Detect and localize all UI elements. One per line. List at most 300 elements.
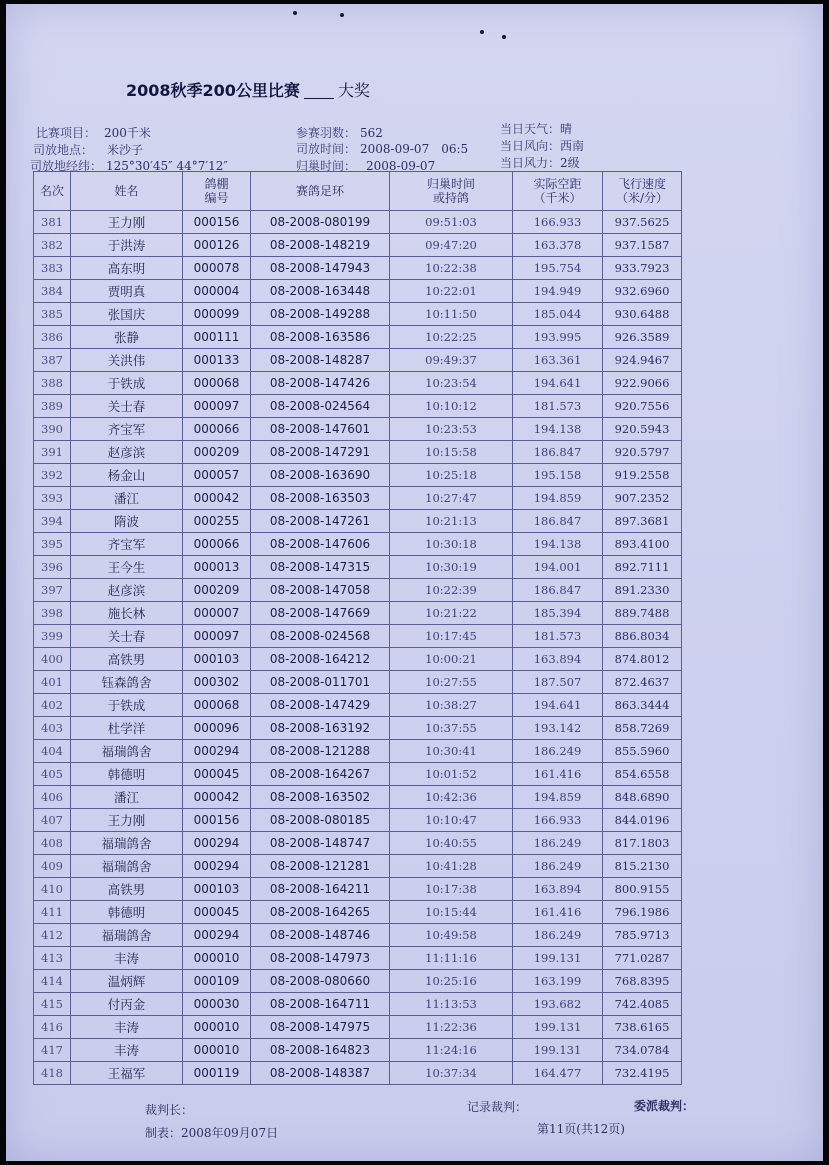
ring-cell: 08-2008-147058 (251, 579, 390, 602)
speed-cell: 932.6960 (603, 280, 682, 303)
name-cell: 隋波 (71, 510, 183, 533)
loft-cell: 000209 (183, 579, 251, 602)
name-cell: 韩德明 (71, 763, 183, 786)
distance-cell: 185.044 (513, 303, 603, 326)
name-cell: 福瑞鸽舍 (71, 855, 183, 878)
name-cell: 杨金山 (71, 464, 183, 487)
wind-direction-value: 西南 (560, 139, 585, 153)
distance-cell: 194.859 (513, 487, 603, 510)
distance-cell: 161.416 (513, 901, 603, 924)
ring-cell: 08-2008-080660 (251, 970, 390, 993)
loft-cell: 000010 (183, 1039, 251, 1062)
name-cell: 施长林 (71, 602, 183, 625)
speed-cell: 891.2330 (603, 579, 682, 602)
distance-cell: 194.641 (513, 694, 603, 717)
loft-cell: 000004 (183, 280, 251, 303)
weather-label: 当日天气： (500, 122, 561, 136)
ring-cell: 08-2008-148387 (251, 1062, 390, 1085)
release-value: 2008-09-07 06:5 (360, 142, 469, 156)
loft-cell: 000096 (183, 717, 251, 740)
name-cell: 钰森鸽舍 (71, 671, 183, 694)
rank-cell: 389 (34, 395, 71, 418)
name-cell: 杜学洋 (71, 717, 183, 740)
distance-cell: 194.859 (513, 786, 603, 809)
ring-cell: 08-2008-148747 (251, 832, 390, 855)
loft-cell: 000068 (183, 694, 251, 717)
distance-cell: 186.847 (513, 579, 603, 602)
loft-cell: 000013 (183, 556, 251, 579)
speed-cell: 920.5797 (603, 441, 682, 464)
table-row (34, 878, 682, 901)
loft-cell: 000255 (183, 510, 251, 533)
loft-cell: 000294 (183, 740, 251, 763)
wind-direction-label: 当日风向： (500, 139, 561, 153)
rank-cell: 410 (34, 878, 71, 901)
ring-cell: 08-2008-147291 (251, 441, 390, 464)
weather-value: 晴 (560, 122, 573, 136)
loft-cell: 000097 (183, 625, 251, 648)
rank-cell: 399 (34, 625, 71, 648)
name-cell: 福瑞鸽舍 (71, 924, 183, 947)
distance-cell: 199.131 (513, 1016, 603, 1039)
name-cell: 王力刚 (71, 809, 183, 832)
table-row (34, 602, 682, 625)
speed-cell: 907.2352 (603, 487, 682, 510)
ring-cell: 08-2008-164267 (251, 763, 390, 786)
distance-cell: 163.894 (513, 878, 603, 901)
speed-header-line1: 飞行速度 (617, 177, 666, 191)
speed-cell: 920.5943 (603, 418, 682, 441)
weather-info (500, 120, 572, 137)
time-cell: 10:37:34 (390, 1062, 513, 1085)
rank-cell: 394 (34, 510, 71, 533)
distance-cell: 186.847 (513, 441, 603, 464)
speed-cell: 768.8395 (603, 970, 682, 993)
time-cell: 09:47:20 (390, 234, 513, 257)
time-cell: 10:37:55 (390, 717, 513, 740)
distance-cell: 163.199 (513, 970, 603, 993)
time-cell: 10:27:55 (390, 671, 513, 694)
loft-cell: 000302 (183, 671, 251, 694)
rank-cell: 404 (34, 740, 71, 763)
name-cell: 关士春 (71, 625, 183, 648)
table-header (34, 172, 682, 211)
loft-cell: 000042 (183, 786, 251, 809)
loft-cell: 000042 (183, 487, 251, 510)
name-cell: 丰涛 (71, 1039, 183, 1062)
distance-cell: 186.249 (513, 924, 603, 947)
time-cell: 10:22:25 (390, 326, 513, 349)
rank-cell: 390 (34, 418, 71, 441)
time-cell: 10:23:53 (390, 418, 513, 441)
rank-cell: 384 (34, 280, 71, 303)
ring-cell: 08-2008-147315 (251, 556, 390, 579)
loft-cell: 000010 (183, 1016, 251, 1039)
rank-cell: 397 (34, 579, 71, 602)
table-row (34, 648, 682, 671)
table-row (34, 395, 682, 418)
table-row (34, 556, 682, 579)
chief-judge: 裁判长： (145, 1103, 194, 1117)
speed-cell: 817.1803 (603, 832, 682, 855)
time-header-line1: 归巢时间 (426, 177, 475, 191)
speed-cell: 933.7923 (603, 257, 682, 280)
table-row (34, 786, 682, 809)
name-cell: 福瑞鸽舍 (71, 740, 183, 763)
table-row (34, 234, 682, 257)
name-cell: 张国庆 (71, 303, 183, 326)
speed-cell: 937.1587 (603, 234, 682, 257)
distance-cell: 164.477 (513, 1062, 603, 1085)
loft-cell: 000030 (183, 993, 251, 1016)
rank-cell: 417 (34, 1039, 71, 1062)
distance-cell: 163.378 (513, 234, 603, 257)
loft-cell: 000133 (183, 349, 251, 372)
return-value: 2008-09-07 (366, 159, 436, 173)
name-cell: 高铁男 (71, 648, 183, 671)
rank-cell: 385 (34, 303, 71, 326)
time-cell: 11:22:36 (390, 1016, 513, 1039)
speed-cell: 858.7269 (603, 717, 682, 740)
distance-cell: 194.949 (513, 280, 603, 303)
ring-cell: 08-2008-164212 (251, 648, 390, 671)
distance-cell: 194.138 (513, 533, 603, 556)
time-cell: 10:21:22 (390, 602, 513, 625)
speed-cell: 922.9066 (603, 372, 682, 395)
ring-cell: 08-2008-011701 (251, 671, 390, 694)
paper-speck (340, 13, 344, 17)
speed-cell: 930.6488 (603, 303, 682, 326)
speed-cell: 926.3589 (603, 326, 682, 349)
name-cell: 关洪伟 (71, 349, 183, 372)
distance-header-line1: 实际空距 (533, 177, 582, 191)
rank-cell: 395 (34, 533, 71, 556)
loft-cell: 000078 (183, 257, 251, 280)
rank-cell: 400 (34, 648, 71, 671)
ring-cell: 08-2008-148287 (251, 349, 390, 372)
speed-cell: 937.5625 (603, 211, 682, 234)
distance-cell: 194.001 (513, 556, 603, 579)
rank-cell: 403 (34, 717, 71, 740)
coords-value: 125°30′45″ 44°7′12″ (106, 159, 228, 173)
name-header: 姓名 (71, 172, 183, 211)
time-cell: 10:15:44 (390, 901, 513, 924)
loft-cell: 000156 (183, 809, 251, 832)
ring-cell: 08-2008-121281 (251, 855, 390, 878)
distance-header (513, 172, 603, 211)
name-cell: 赵彦滨 (71, 441, 183, 464)
time-cell: 10:23:54 (390, 372, 513, 395)
rank-cell: 386 (34, 326, 71, 349)
event-value: 200千米 (104, 126, 151, 140)
time-cell: 10:17:38 (390, 878, 513, 901)
loft-cell: 000045 (183, 763, 251, 786)
name-cell: 贾明真 (71, 280, 183, 303)
table-row (34, 763, 682, 786)
speed-cell: 863.3444 (603, 694, 682, 717)
ring-cell: 08-2008-164211 (251, 878, 390, 901)
speed-cell: 872.4637 (603, 671, 682, 694)
time-header (390, 172, 513, 211)
time-cell: 10:25:16 (390, 970, 513, 993)
table-row (34, 625, 682, 648)
speed-cell: 893.4100 (603, 533, 682, 556)
time-cell: 11:13:53 (390, 993, 513, 1016)
rank-cell: 406 (34, 786, 71, 809)
time-cell: 11:24:16 (390, 1039, 513, 1062)
time-cell: 10:22:38 (390, 257, 513, 280)
table-row (34, 349, 682, 372)
ring-cell: 08-2008-147426 (251, 372, 390, 395)
time-cell: 10:25:18 (390, 464, 513, 487)
speed-cell: 855.5960 (603, 740, 682, 763)
speed-cell: 920.7556 (603, 395, 682, 418)
rank-cell: 393 (34, 487, 71, 510)
table-body (34, 211, 682, 1085)
time-cell: 10:40:55 (390, 832, 513, 855)
speed-cell: 742.4085 (603, 993, 682, 1016)
ring-cell: 08-2008-164711 (251, 993, 390, 1016)
ring-cell: 08-2008-149288 (251, 303, 390, 326)
distance-cell: 193.995 (513, 326, 603, 349)
loft-cell: 000119 (183, 1062, 251, 1085)
header-row (34, 172, 682, 211)
table-row (34, 533, 682, 556)
time-cell: 10:41:28 (390, 855, 513, 878)
table-row (34, 326, 682, 349)
loft-cell: 000103 (183, 648, 251, 671)
ring-cell: 08-2008-147606 (251, 533, 390, 556)
table-row (34, 303, 682, 326)
loft-header (183, 172, 251, 211)
table-row (34, 901, 682, 924)
loft-cell: 000007 (183, 602, 251, 625)
table-row (34, 1062, 682, 1085)
speed-header-line2: （米/分） (615, 191, 669, 205)
loft-cell: 000209 (183, 441, 251, 464)
time-cell: 10:27:47 (390, 487, 513, 510)
name-cell: 齐宝军 (71, 533, 183, 556)
entries-info (296, 124, 383, 141)
distance-cell: 166.933 (513, 809, 603, 832)
rank-cell: 402 (34, 694, 71, 717)
table-row (34, 809, 682, 832)
rank-header: 名次 (34, 172, 71, 211)
ring-cell: 08-2008-163586 (251, 326, 390, 349)
distance-cell: 199.131 (513, 1039, 603, 1062)
rank-cell: 418 (34, 1062, 71, 1085)
table-row (34, 924, 682, 947)
rank-cell: 405 (34, 763, 71, 786)
table-row (34, 832, 682, 855)
rank-cell: 411 (34, 901, 71, 924)
table-row (34, 1016, 682, 1039)
rank-cell: 408 (34, 832, 71, 855)
delegate-judge: 委派裁判： (634, 1099, 695, 1113)
ring-cell: 08-2008-163502 (251, 786, 390, 809)
site-label: 司放地点： (33, 143, 94, 157)
distance-cell: 193.142 (513, 717, 603, 740)
name-cell: 丰涛 (71, 1016, 183, 1039)
event-label: 比赛项目： (36, 126, 97, 140)
recorder-judge: 记录裁判： (467, 1100, 528, 1114)
time-cell: 10:22:01 (390, 280, 513, 303)
rank-cell: 398 (34, 602, 71, 625)
loft-cell: 000066 (183, 533, 251, 556)
distance-header-line2: （千米） (533, 191, 582, 205)
ring-cell: 08-2008-121288 (251, 740, 390, 763)
name-cell: 丰涛 (71, 947, 183, 970)
name-cell: 王福军 (71, 1062, 183, 1085)
table-row (34, 257, 682, 280)
rank-cell: 401 (34, 671, 71, 694)
time-cell: 09:51:03 (390, 211, 513, 234)
site-value: 米沙子 (107, 143, 144, 157)
release-info (296, 140, 468, 157)
name-cell: 福瑞鸽舍 (71, 832, 183, 855)
name-cell: 高铁男 (71, 878, 183, 901)
distance-cell: 186.847 (513, 510, 603, 533)
table-row (34, 671, 682, 694)
ring-cell: 08-2008-147669 (251, 602, 390, 625)
table-row (34, 970, 682, 993)
ring-cell: 08-2008-147261 (251, 510, 390, 533)
name-cell: 齐宝军 (71, 418, 183, 441)
loft-cell: 000109 (183, 970, 251, 993)
table-row (34, 280, 682, 303)
distance-cell: 186.249 (513, 740, 603, 763)
rank-cell: 412 (34, 924, 71, 947)
time-cell: 10:49:58 (390, 924, 513, 947)
name-cell: 潘江 (71, 487, 183, 510)
distance-cell: 181.573 (513, 395, 603, 418)
prize-name: 大奖 (337, 81, 370, 100)
table-row (34, 211, 682, 234)
name-cell: 于洪涛 (71, 234, 183, 257)
loft-cell: 000097 (183, 395, 251, 418)
time-cell: 10:10:12 (390, 395, 513, 418)
page-number: 第11页(共12页) (537, 1122, 625, 1136)
time-cell: 10:11:50 (390, 303, 513, 326)
rank-cell: 381 (34, 211, 71, 234)
ring-cell: 08-2008-147973 (251, 947, 390, 970)
rank-cell: 413 (34, 947, 71, 970)
table-row (34, 1039, 682, 1062)
time-cell: 10:30:18 (390, 533, 513, 556)
site-info (33, 141, 143, 158)
rank-cell: 409 (34, 855, 71, 878)
name-cell: 张静 (71, 326, 183, 349)
loft-cell: 000099 (183, 303, 251, 326)
loft-cell: 000156 (183, 211, 251, 234)
loft-cell: 000294 (183, 855, 251, 878)
distance-cell: 181.573 (513, 625, 603, 648)
distance-cell: 187.507 (513, 671, 603, 694)
time-cell: 10:10:47 (390, 809, 513, 832)
name-cell: 温炳辉 (71, 970, 183, 993)
name-cell: 于铁成 (71, 372, 183, 395)
made-date: 制表：2008年09月07日 (145, 1126, 279, 1140)
ring-cell: 08-2008-163690 (251, 464, 390, 487)
time-cell: 10:30:41 (390, 740, 513, 763)
name-cell: 高东明 (71, 257, 183, 280)
distance-cell: 161.416 (513, 763, 603, 786)
rank-cell: 415 (34, 993, 71, 1016)
name-cell: 关士春 (71, 395, 183, 418)
name-cell: 潘江 (71, 786, 183, 809)
coords-label: 司放地经纬： (30, 159, 103, 173)
time-cell: 10:38:27 (390, 694, 513, 717)
distance-cell: 163.361 (513, 349, 603, 372)
time-cell: 11:11:16 (390, 947, 513, 970)
speed-cell: 844.0196 (603, 809, 682, 832)
loft-header-line1: 鸽棚 (204, 177, 229, 191)
speed-cell: 771.0287 (603, 947, 682, 970)
ring-cell: 08-2008-163192 (251, 717, 390, 740)
event-info (36, 124, 151, 141)
entries-value: 562 (360, 126, 383, 140)
time-cell: 10:17:45 (390, 625, 513, 648)
rank-cell: 407 (34, 809, 71, 832)
distance-cell: 195.158 (513, 464, 603, 487)
distance-cell: 199.131 (513, 947, 603, 970)
title-underline (304, 98, 334, 99)
wind-force-info (500, 154, 580, 171)
loft-cell: 000126 (183, 234, 251, 257)
name-cell: 于铁成 (71, 694, 183, 717)
time-header-line2: 或持鸽 (432, 191, 469, 205)
table-row (34, 418, 682, 441)
loft-cell: 000066 (183, 418, 251, 441)
ring-cell: 08-2008-163448 (251, 280, 390, 303)
time-cell: 10:15:58 (390, 441, 513, 464)
results-table (33, 171, 682, 1085)
time-cell: 10:42:36 (390, 786, 513, 809)
rank-cell: 416 (34, 1016, 71, 1039)
speed-cell: 886.8034 (603, 625, 682, 648)
loft-header-line2: 编号 (204, 191, 229, 205)
page-title (126, 78, 370, 101)
ring-cell: 08-2008-148219 (251, 234, 390, 257)
speed-cell: 897.3681 (603, 510, 682, 533)
ring-cell: 08-2008-080199 (251, 211, 390, 234)
table-row (34, 372, 682, 395)
race-title: 2008秋季200公里比赛 (126, 81, 300, 100)
ring-cell: 08-2008-147601 (251, 418, 390, 441)
loft-cell: 000294 (183, 832, 251, 855)
time-cell: 10:01:52 (390, 763, 513, 786)
table-row (34, 717, 682, 740)
table-row (34, 487, 682, 510)
ring-cell: 08-2008-024568 (251, 625, 390, 648)
distance-cell: 195.754 (513, 257, 603, 280)
table-row (34, 855, 682, 878)
time-cell: 10:00:21 (390, 648, 513, 671)
table-row (34, 993, 682, 1016)
paper-speck (480, 30, 484, 34)
ring-cell: 08-2008-164265 (251, 901, 390, 924)
rank-cell: 383 (34, 257, 71, 280)
rank-cell: 387 (34, 349, 71, 372)
speed-cell: 874.8012 (603, 648, 682, 671)
distance-cell: 194.138 (513, 418, 603, 441)
ring-cell: 08-2008-164823 (251, 1039, 390, 1062)
name-cell: 韩德明 (71, 901, 183, 924)
rank-cell: 414 (34, 970, 71, 993)
wind-force-value: 2级 (560, 156, 580, 170)
speed-cell: 738.6165 (603, 1016, 682, 1039)
ring-cell: 08-2008-147975 (251, 1016, 390, 1039)
